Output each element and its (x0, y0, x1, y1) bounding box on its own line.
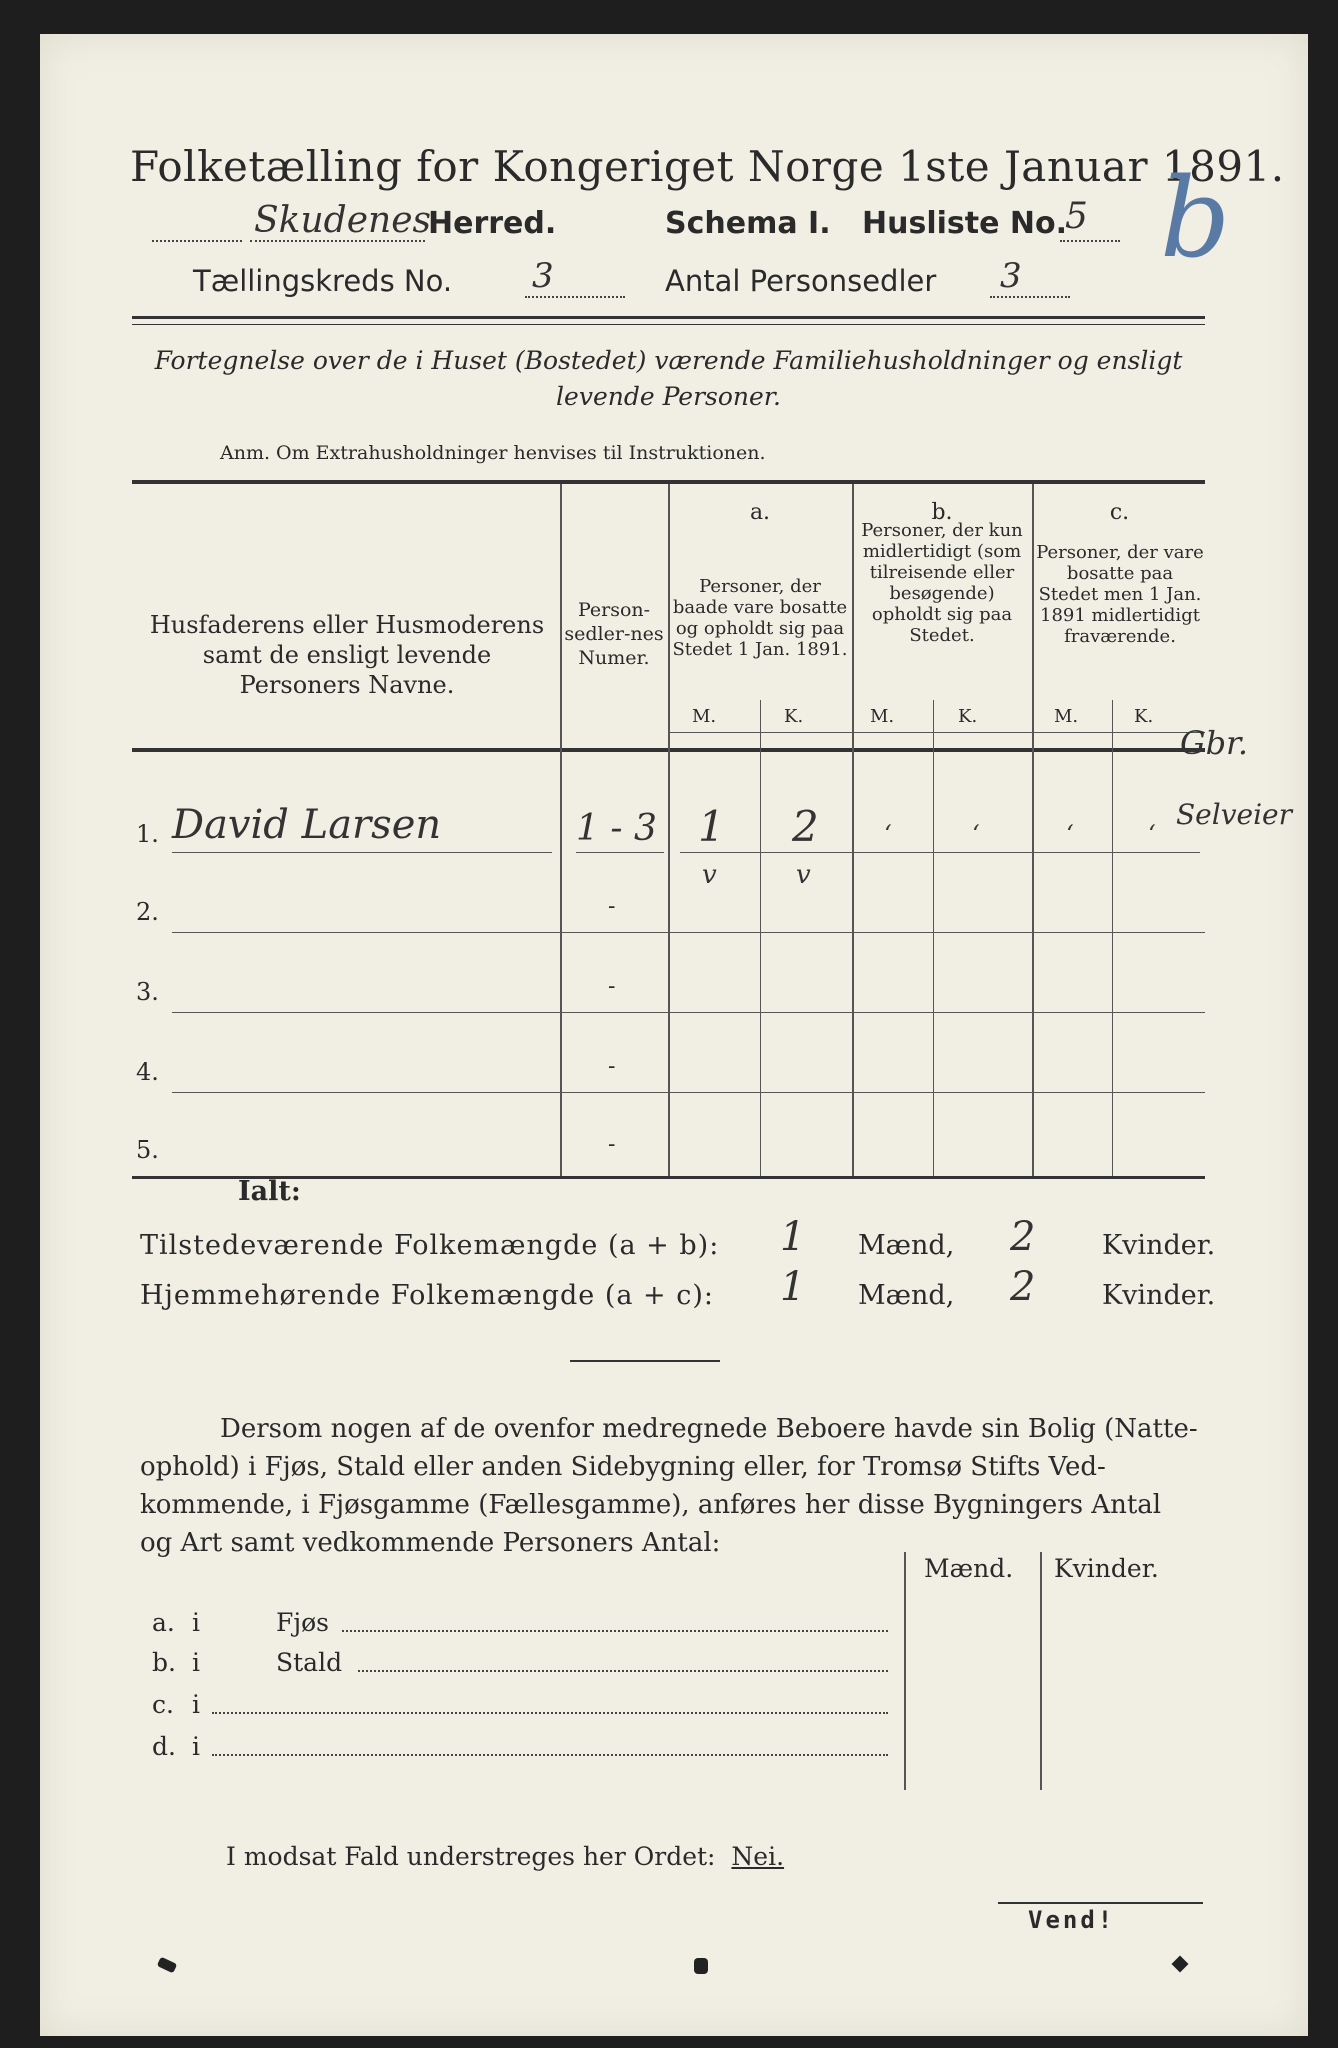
census-form-page (40, 34, 1308, 2036)
tilstede-maend-label: Mænd, (858, 1230, 955, 1261)
hjemme-label: Hjemmehørende Folkemængde (a + c): (140, 1280, 714, 1311)
personsedler-value: 3 (1000, 256, 1022, 296)
col-c-m: M. (1054, 706, 1079, 727)
row-5-sedler: - (608, 1132, 616, 1157)
taellingskreds-value: 3 (532, 256, 554, 296)
bygning-row-b-i: i (192, 1648, 200, 1677)
row-5-number: 5. (136, 1136, 159, 1164)
herred-underline (250, 240, 425, 242)
tilstede-kvinder-label: Kvinder. (1102, 1230, 1216, 1261)
modsat-label: I modsat Fald understreges her Ordet: (226, 1842, 716, 1871)
row-1-b-m: ‘ (884, 820, 892, 848)
col-num-header: Person-sedler-nes Numer. (564, 599, 664, 669)
side-note-gbr: Gbr. (1180, 724, 1248, 762)
row-1-c-k: ‘ (1148, 820, 1156, 848)
herred-label: Herred. (428, 206, 557, 241)
subtitle-line-1: Fortegnelse over de i Huset (Bostedet) værende Familiehusholdninger og ensligt (154, 346, 1183, 375)
col-c-k: K. (1134, 706, 1154, 727)
row-1-b-k: ‘ (972, 820, 980, 848)
modsat-word: Nei. (731, 1842, 785, 1871)
paragraph-line-4: og Art samt vedkommende Personers Antal: (140, 1528, 721, 1558)
bygning-row-d-dots (212, 1754, 888, 1756)
row-1-a-m: 1 (698, 802, 725, 851)
tilstede-maend-value: 1 (780, 1214, 806, 1260)
row-1-a-k-check: v (796, 860, 811, 890)
paragraph-line-2: ophold) i Fjøs, Stald eller anden Sidebygning eller, for Tromsø Stifts Ved- (140, 1452, 1106, 1482)
col-c-header: Personer, der vare bosatte paa Stedet men 1 Jan. 1891 midlertidigt fraværende. (1036, 542, 1204, 647)
margin-mark: b (1160, 154, 1231, 282)
col-c-letter: c. (1109, 500, 1130, 525)
husliste-underline (1060, 240, 1120, 242)
tilstede-kvinder-value: 2 (1010, 1214, 1036, 1260)
row-3-sedler: - (608, 974, 616, 999)
row-2-sedler: - (608, 894, 616, 919)
bygning-row-b-label: Stald (276, 1648, 343, 1677)
hjemme-maend-value: 1 (780, 1264, 806, 1310)
personsedler-label: Antal Personsedler (665, 264, 937, 298)
col-a-letter: a. (749, 500, 771, 525)
paragraph-line-3: kommende, i Fjøsgamme (Fællesgamme), anføres her disse Bygningers Antal (140, 1490, 1162, 1520)
bygning-paragraph (140, 1410, 1210, 1562)
anm-note: Anm. Om Extrahusholdninger henvises til Instruktionen. (220, 442, 766, 464)
herred-dots (152, 240, 242, 242)
schema-label: Schema I. (665, 206, 831, 241)
vend-rule (998, 1902, 1203, 1904)
header-rule-bottom (132, 324, 1205, 325)
husliste-label: Husliste No. (862, 206, 1067, 241)
bygning-row-b-letter: b. (152, 1648, 176, 1677)
bygning-row-a-dots (342, 1630, 888, 1632)
hjemme-kvinder-value: 2 (1010, 1264, 1036, 1310)
bygning-kvinder-header: Kvinder. (1054, 1554, 1159, 1583)
punch-mark-left (157, 1957, 178, 1974)
bygning-row-d-letter: d. (152, 1732, 176, 1761)
punch-mark-center (694, 1958, 708, 1974)
subtitle-line-2: levende Personer. (556, 382, 781, 411)
row-3-number: 3. (136, 978, 159, 1006)
row-2-number: 2. (136, 898, 159, 926)
vend-label: Vend! (1028, 1906, 1116, 1934)
husliste-value: 5 (1065, 196, 1088, 237)
col-name-header: Husfaderens eller Husmoderens samt de ensligt levende Personers Navne. (149, 611, 545, 699)
ialt-label: Ialt: (238, 1176, 301, 1207)
row-1-name: David Larsen (172, 802, 442, 848)
bygning-maend-header: Mænd. (924, 1554, 1014, 1583)
bygning-row-a-letter: a. (152, 1608, 175, 1637)
personsedler-underline (990, 296, 1070, 298)
col-b-m: M. (870, 706, 895, 727)
col-b-header: Personer, der kun midlertidigt (som tilreisende eller besøgende) opholdt sig paa Stedet. (861, 520, 1023, 646)
section-divider (570, 1360, 720, 1362)
row-1-c-m: ‘ (1066, 820, 1074, 848)
herred-value: Skudenes (254, 200, 431, 241)
taellingskreds-label: Tællingskreds No. (193, 264, 453, 298)
col-b-letter: b. (931, 500, 953, 525)
row-4-sedler: - (608, 1054, 616, 1079)
hjemme-maend-label: Mænd, (858, 1280, 955, 1311)
row-1-a-m-check: v (702, 860, 717, 890)
row-1-sedler: 1 - 3 (576, 808, 657, 849)
bygning-row-d-i: i (192, 1732, 200, 1761)
col-a-m: M. (692, 706, 717, 727)
bygning-row-c-i: i (192, 1690, 200, 1719)
bygning-row-a-label: Fjøs (276, 1608, 329, 1637)
row-1-a-k: 2 (792, 802, 819, 851)
side-note-selveier: Selveier (1176, 798, 1293, 831)
bygning-row-b-dots (358, 1670, 888, 1672)
tilstede-label: Tilstedeværende Folkemængde (a + b): (140, 1230, 720, 1261)
paragraph-line-1: Dersom nogen af de ovenfor medregnede Beboere havde sin Bolig (Natte- (220, 1414, 1198, 1444)
bygning-row-a-i: i (192, 1608, 200, 1637)
modsat-text (226, 1842, 784, 1871)
bygning-row-c-dots (212, 1712, 888, 1714)
row-1-number: 1. (136, 820, 159, 848)
bygning-row-c-letter: c. (152, 1690, 174, 1719)
header-rule-top (132, 316, 1205, 319)
col-b-k: K. (958, 706, 978, 727)
household-table (132, 480, 1205, 1220)
taellingskreds-underline (525, 296, 625, 298)
hjemme-kvinder-label: Kvinder. (1102, 1280, 1216, 1311)
row-4-number: 4. (136, 1058, 159, 1086)
form-title: Folketælling for Kongeriget Norge 1ste Januar 1891. (130, 142, 1285, 191)
col-a-header: Personer, der baade vare bosatte og opholdt sig paa Stedet 1 Jan. 1891. (672, 576, 848, 660)
col-a-k: K. (784, 706, 804, 727)
punch-mark-right (1172, 1956, 1189, 1973)
